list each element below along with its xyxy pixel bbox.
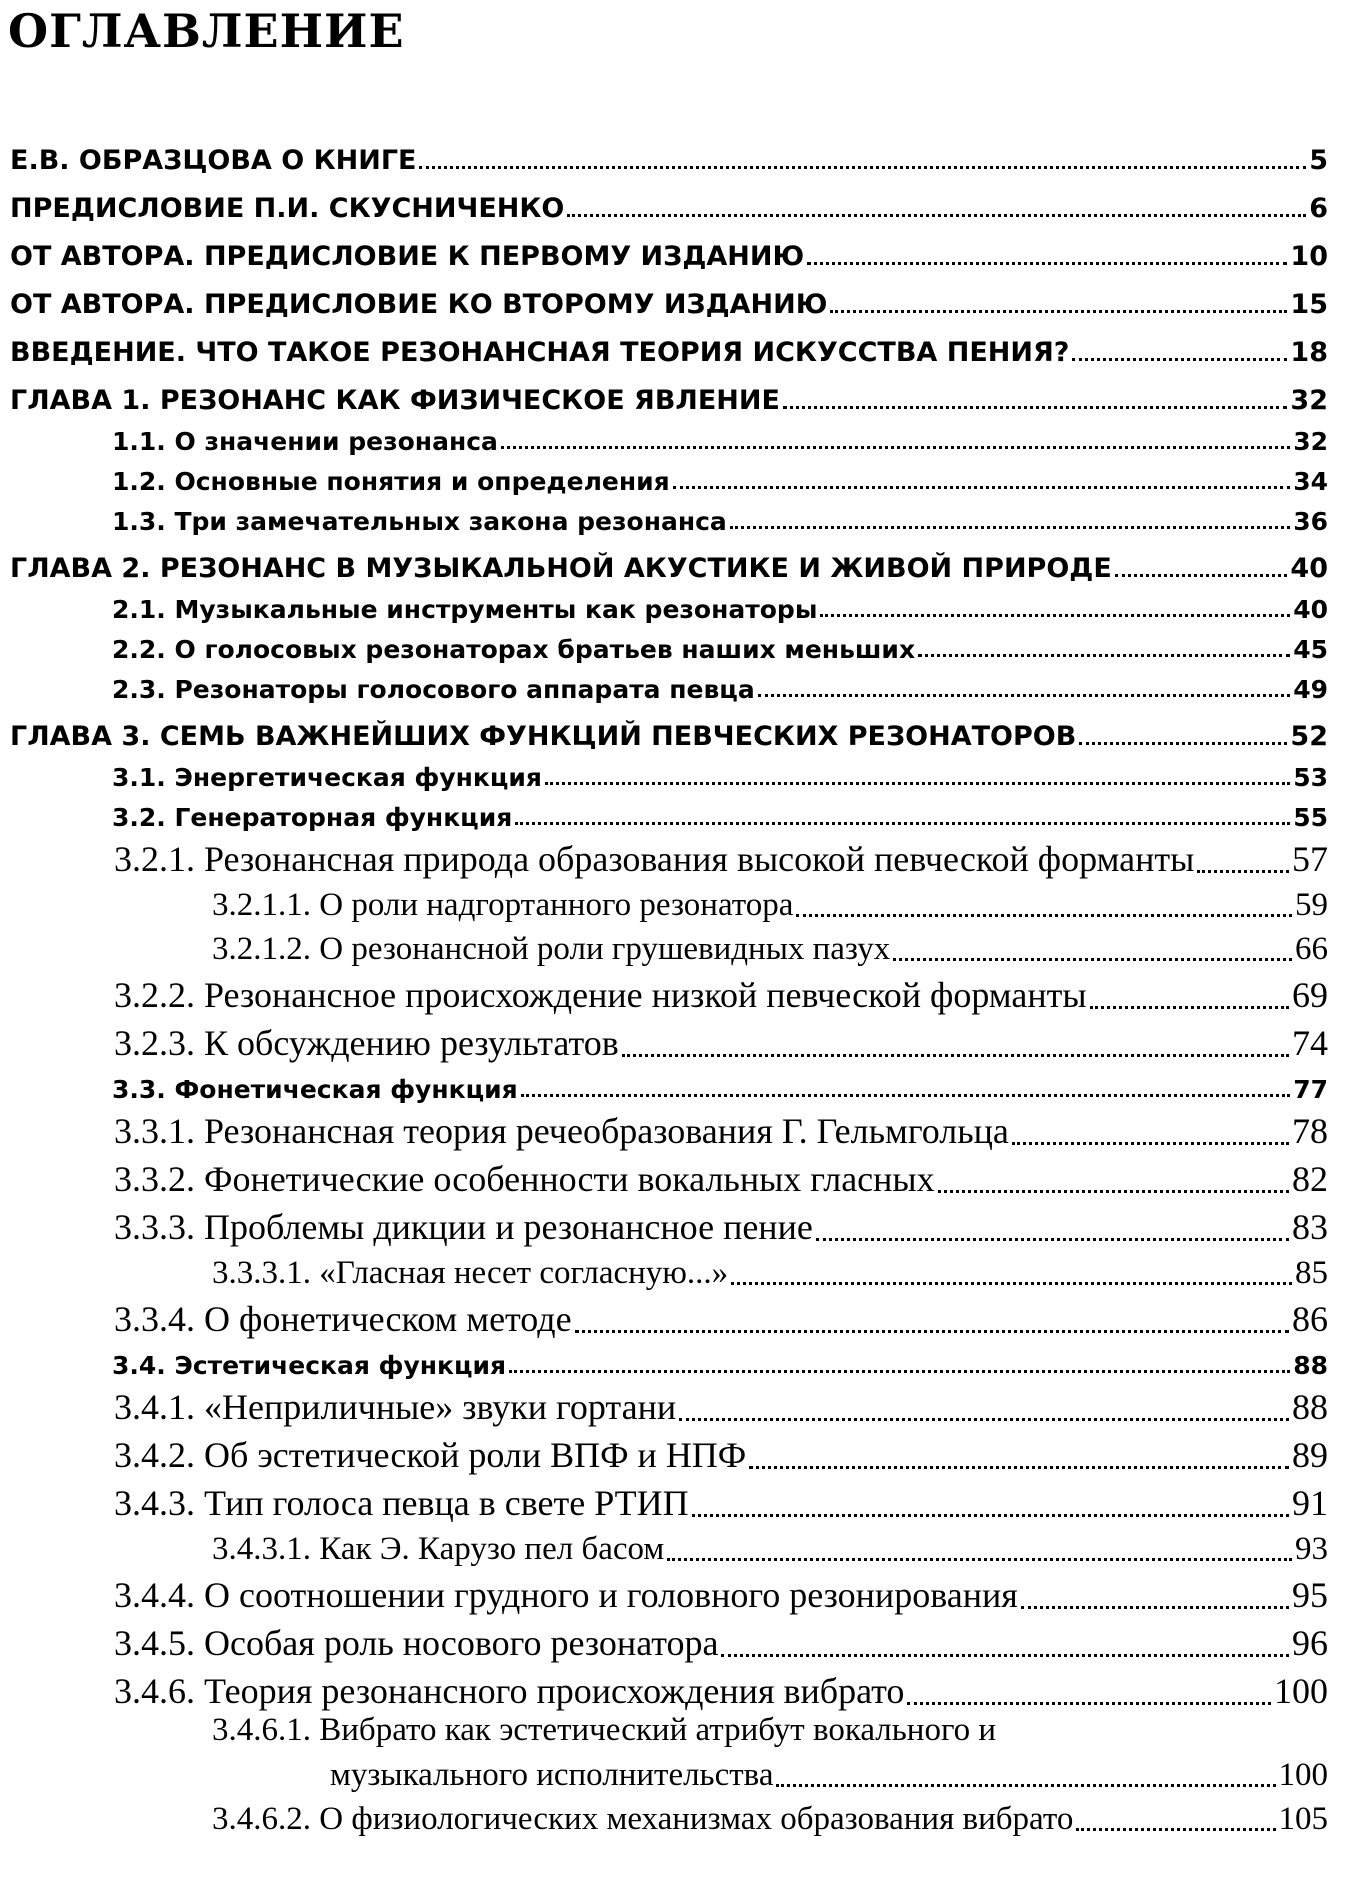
dot-leader xyxy=(679,1418,1289,1421)
toc-entry[interactable] xyxy=(0,1152,1328,1200)
toc-entry[interactable] xyxy=(0,1476,1328,1524)
toc-entry[interactable] xyxy=(0,1616,1328,1664)
toc-entry-page: 5 xyxy=(1309,145,1328,176)
toc-entry-title: ВВЕДЕНИЕ. ЧТО ТАКОЕ РЕЗОНАНСНАЯ ТЕОРИЯ ИСКУССТВА ПЕНИЯ? xyxy=(10,337,1070,368)
toc-entry-title: 3.3.3. Проблемы дикции и резонансное пение xyxy=(114,1207,813,1247)
toc-entry-page: 88 xyxy=(1293,1351,1328,1380)
toc-entry[interactable] xyxy=(0,664,1328,704)
toc-entry-page: 32 xyxy=(1290,385,1328,416)
toc-entry-title: 3.3.4. О фонетическом методе xyxy=(114,1299,572,1339)
dot-leader xyxy=(807,262,1287,265)
toc-entry-title: 2.2. О голосовых резонаторах братьев наших меньших xyxy=(112,635,916,664)
toc-entry-title: 3.4. Эстетическая функция xyxy=(112,1351,507,1380)
dot-leader xyxy=(501,446,1290,449)
toc-entry-title: 3.4.6.2. О физиологических механизмах образования вибрато xyxy=(212,1801,1074,1837)
toc-entry[interactable] xyxy=(0,1524,1328,1568)
toc-entry[interactable] xyxy=(0,128,1328,176)
dot-leader xyxy=(731,1282,1292,1285)
toc-entry-page: 34 xyxy=(1293,467,1328,496)
toc-entry[interactable] xyxy=(0,1248,1328,1292)
toc-entry[interactable] xyxy=(0,880,1328,924)
toc-entry[interactable] xyxy=(0,924,1328,968)
dot-leader xyxy=(796,914,1292,917)
toc-entry-page: 96 xyxy=(1292,1623,1328,1663)
dot-leader xyxy=(776,1784,1275,1787)
dot-leader xyxy=(1012,1142,1289,1145)
dot-leader xyxy=(567,214,1306,217)
toc-entry[interactable] xyxy=(0,176,1328,224)
toc-entry-page: 82 xyxy=(1292,1159,1328,1199)
dot-leader xyxy=(509,1370,1290,1373)
dot-leader xyxy=(419,166,1306,169)
dot-leader xyxy=(721,1654,1289,1657)
dot-leader xyxy=(667,1558,1292,1561)
toc-entry-page: 69 xyxy=(1292,975,1328,1015)
toc-entry-page: 95 xyxy=(1292,1575,1328,1615)
toc-entry-title: 3.2.2. Резонансное происхождение низкой певческой форманты xyxy=(114,975,1087,1015)
toc-entry-page: 53 xyxy=(1293,763,1328,792)
toc-entry[interactable] xyxy=(0,1664,1328,1712)
toc-entry-title: 2.1. Музыкальные инструменты как резонаторы xyxy=(112,595,818,624)
toc-entry-page: 66 xyxy=(1295,931,1328,967)
toc-entry[interactable] xyxy=(0,1064,1328,1104)
toc-entry-title: ГЛАВА 1. РЕЗОНАНС КАК ФИЗИЧЕСКОЕ ЯВЛЕНИЕ xyxy=(10,385,780,416)
dot-leader xyxy=(730,526,1290,529)
toc-entry[interactable] xyxy=(0,224,1328,272)
dot-leader xyxy=(783,406,1288,409)
toc-entry-page: 78 xyxy=(1292,1111,1328,1151)
toc-entry-title: Е.В. ОБРАЗЦОВА О КНИГЕ xyxy=(10,145,417,176)
toc-entry-page: 74 xyxy=(1292,1023,1328,1063)
toc-entry-page: 10 xyxy=(1290,241,1328,272)
toc-entry-page: 89 xyxy=(1292,1435,1328,1475)
toc-entry-page: 36 xyxy=(1293,507,1328,536)
dot-leader xyxy=(1021,1606,1289,1609)
toc-entry-page: 57 xyxy=(1292,839,1328,879)
toc-entry-title: 1.2. Основные понятия и определения xyxy=(112,467,670,496)
toc-entry-title: ОТ АВТОРА. ПРЕДИСЛОВИЕ КО ВТОРОМУ ИЗДАНИЮ xyxy=(10,289,828,320)
toc-entry-page: 91 xyxy=(1292,1483,1328,1523)
toc-entry-title: 3.4.3. Тип голоса певца в свете РТИП xyxy=(114,1483,689,1523)
toc-entry[interactable] xyxy=(0,1292,1328,1340)
toc-entry-title: 3.2.1. Резонансная природа образования высокой певческой форманты xyxy=(114,839,1195,879)
dot-leader xyxy=(1072,358,1287,361)
dot-leader xyxy=(907,1702,1271,1705)
toc-entry-title: 3.3.3.1. «Гласная несет согласную...» xyxy=(212,1255,729,1291)
toc-entry-page: 55 xyxy=(1293,803,1328,832)
toc-entry-page: 45 xyxy=(1293,635,1328,664)
dot-leader xyxy=(816,1238,1289,1241)
toc-entry-title: 3.1. Энергетическая функция xyxy=(112,763,542,792)
dot-leader xyxy=(820,614,1290,617)
dot-leader xyxy=(673,486,1291,489)
toc-entry-page: 100 xyxy=(1274,1671,1328,1711)
dot-leader xyxy=(893,958,1292,961)
dot-leader xyxy=(1090,1006,1289,1009)
toc-entry-page: 52 xyxy=(1290,721,1328,752)
toc-entry[interactable] xyxy=(0,584,1328,624)
toc-entry-page: 40 xyxy=(1290,553,1328,584)
dot-leader xyxy=(1197,870,1289,873)
toc-entry-title: 3.2.3. К обсуждению результатов xyxy=(114,1023,619,1063)
toc-entry-title: ОТ АВТОРА. ПРЕДИСЛОВИЕ К ПЕРВОМУ ИЗДАНИЮ xyxy=(10,241,805,272)
toc-entry-title: 3.3. Фонетическая функция xyxy=(112,1075,518,1104)
toc-entry[interactable] xyxy=(0,496,1328,536)
toc-entry[interactable] xyxy=(0,1200,1328,1248)
toc-entry-title: 3.4.2. Об эстетической роли ВПФ и НПФ xyxy=(114,1435,747,1475)
dot-leader xyxy=(575,1330,1289,1333)
dot-leader xyxy=(918,654,1290,657)
dot-leader xyxy=(830,310,1287,313)
toc-entry[interactable] xyxy=(0,968,1328,1016)
toc-entry-title: 3.2. Генераторная функция xyxy=(112,803,513,832)
toc-entry-title: 3.4.5. Особая роль носового резонатора xyxy=(114,1623,719,1663)
toc-entry[interactable] xyxy=(0,320,1328,368)
dot-leader xyxy=(1076,1828,1275,1831)
toc-entry-title: ПРЕДИСЛОВИЕ П.И. СКУСНИЧЕНКО xyxy=(10,193,565,224)
toc-entry[interactable] xyxy=(0,1104,1328,1152)
dot-leader xyxy=(545,782,1290,785)
toc-entry-page: 6 xyxy=(1309,193,1328,224)
toc-entry-title: 3.3.1. Резонансная теория речеобразования Г. Гельмгольца xyxy=(114,1111,1009,1151)
toc-entry[interactable] xyxy=(0,1568,1328,1616)
dot-leader xyxy=(1079,742,1287,745)
toc-entry[interactable] xyxy=(0,704,1328,752)
toc-entry-title: 3.2.1.1. О роли надгортанного резонатора xyxy=(212,887,794,923)
toc-entry-page: 93 xyxy=(1295,1531,1328,1567)
toc-entry[interactable] xyxy=(0,752,1328,792)
dot-leader xyxy=(692,1514,1289,1517)
toc-entry-continuation[interactable] xyxy=(0,1750,1328,1794)
dot-leader xyxy=(938,1190,1289,1193)
toc-entry-title: ГЛАВА 3. СЕМЬ ВАЖНЕЙШИХ ФУНКЦИЙ ПЕВЧЕСКИХ РЕЗОНАТОРОВ xyxy=(10,721,1077,752)
toc-entry-page: 59 xyxy=(1295,887,1328,923)
toc-entry-page: 88 xyxy=(1292,1387,1328,1427)
toc-entry-title: ГЛАВА 2. РЕЗОНАНС В МУЗЫКАЛЬНОЙ АКУСТИКЕ И ЖИВОЙ ПРИРОДЕ xyxy=(10,553,1112,584)
toc-entry[interactable] xyxy=(0,1016,1328,1064)
toc-entry[interactable] xyxy=(0,1380,1328,1428)
toc-entry[interactable] xyxy=(0,1340,1328,1380)
dot-leader xyxy=(758,694,1291,697)
toc-entry[interactable] xyxy=(0,272,1328,320)
page-title: ОГЛАВЛЕНИЕ xyxy=(8,4,405,58)
toc-entry-title: 3.2.1.2. О резонансной роли грушевидных пазух xyxy=(212,931,891,967)
toc-entry-title: 1.1. О значении резонанса xyxy=(112,427,498,456)
toc-entry-page: 77 xyxy=(1293,1075,1328,1104)
toc-entry-title: 3.4.6.1. Вибрато как эстетический атрибут вокального и xyxy=(212,1712,997,1748)
toc-entry-page: 32 xyxy=(1293,427,1328,456)
toc-entry-title: 3.3.2. Фонетические особенности вокальных гласных xyxy=(114,1159,935,1199)
toc-entry-page: 15 xyxy=(1290,289,1328,320)
toc-entry-title: 3.4.4. О соотношении грудного и головного резонирования xyxy=(114,1575,1018,1615)
toc-entry-title: 1.3. Три замечательных закона резонанса xyxy=(112,507,727,536)
toc-entry[interactable] xyxy=(0,832,1328,880)
toc-entry-page: 40 xyxy=(1293,595,1328,624)
dot-leader xyxy=(515,822,1290,825)
toc-entry[interactable] xyxy=(0,1428,1328,1476)
toc-entry-page: 49 xyxy=(1293,675,1328,704)
toc-entry-page: 83 xyxy=(1292,1207,1328,1247)
toc-entry-page: 100 xyxy=(1278,1757,1328,1793)
toc-entry-page: 85 xyxy=(1295,1255,1328,1291)
toc-entry-title: 3.4.3.1. Как Э. Карузо пел басом xyxy=(212,1531,665,1567)
toc-entry[interactable] xyxy=(0,792,1328,832)
toc-entry[interactable] xyxy=(0,416,1328,456)
toc-entry[interactable] xyxy=(0,536,1328,584)
toc-entry-title: 3.4.6. Теория резонансного происхождения вибрато xyxy=(114,1671,905,1711)
toc-entry-title: музыкального исполнительства xyxy=(330,1757,774,1793)
toc-entry-title: 2.3. Резонаторы голосового аппарата певца xyxy=(112,675,755,704)
toc-entry-page: 86 xyxy=(1292,1299,1328,1339)
toc-entry-page: 105 xyxy=(1278,1801,1328,1837)
dot-leader xyxy=(622,1054,1289,1057)
dot-leader xyxy=(1115,574,1288,577)
dot-leader xyxy=(521,1094,1291,1097)
toc-entry[interactable] xyxy=(0,624,1328,664)
table-of-contents xyxy=(0,128,1348,1838)
toc-entry-wrapped-first-line[interactable] xyxy=(0,1712,1348,1750)
toc-entry-title: 3.4.1. «Неприличные» звуки гортани xyxy=(114,1387,677,1427)
toc-entry[interactable] xyxy=(0,1794,1328,1838)
toc-entry[interactable] xyxy=(0,368,1328,416)
toc-entry-page: 18 xyxy=(1290,337,1328,368)
toc-entry[interactable] xyxy=(0,456,1328,496)
dot-leader xyxy=(749,1466,1289,1469)
